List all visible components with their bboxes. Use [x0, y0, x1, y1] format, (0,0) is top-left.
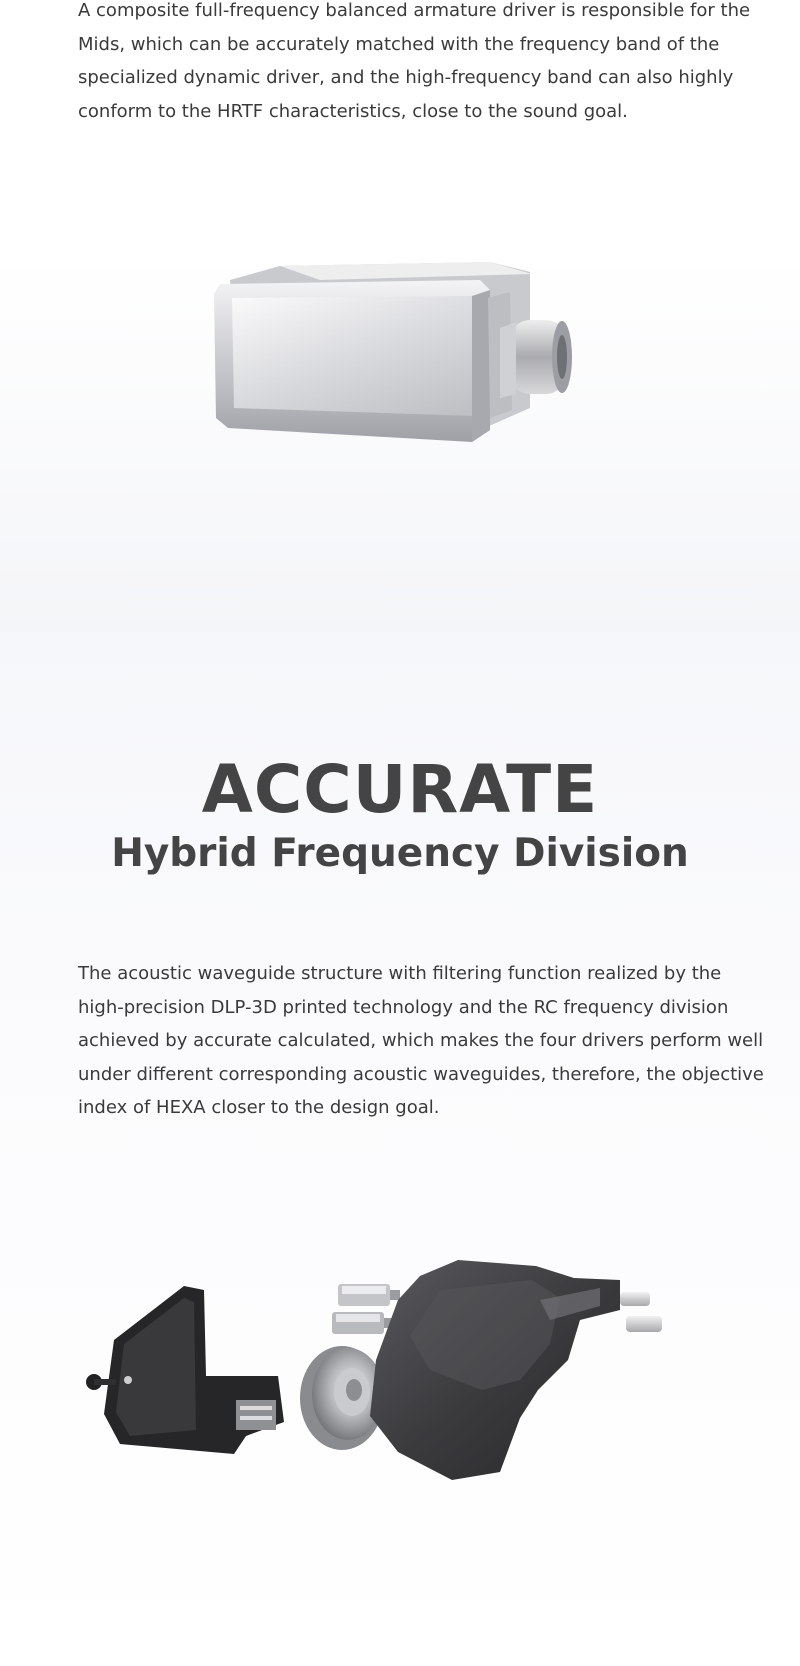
- feature-paragraph: The acoustic waveguide structure with filtering function realized by the high-precision DLP-3D printed technology and the RC frequency division achieved by accurate calculated, which makes the four drivers perform well under different corresponding acoustic waveguides, therefore, the objective index of HEXA closer to the design goal.: [78, 963, 764, 1118]
- intro-paragraph: A composite full-frequency balanced armature driver is responsible for the Mids, which can be accurately matched with the frequency band of the specialized dynamic driver, and the high-frequency band can also highly conform to the HRTF characteristics, close to the sound goal.: [78, 0, 751, 122]
- subheadline: Hybrid Frequency Division: [111, 831, 689, 876]
- exploded-earphone-image: [80, 1240, 720, 1520]
- balanced-armature-driver-image: [210, 258, 610, 448]
- headline: ACCURATE: [201, 751, 599, 828]
